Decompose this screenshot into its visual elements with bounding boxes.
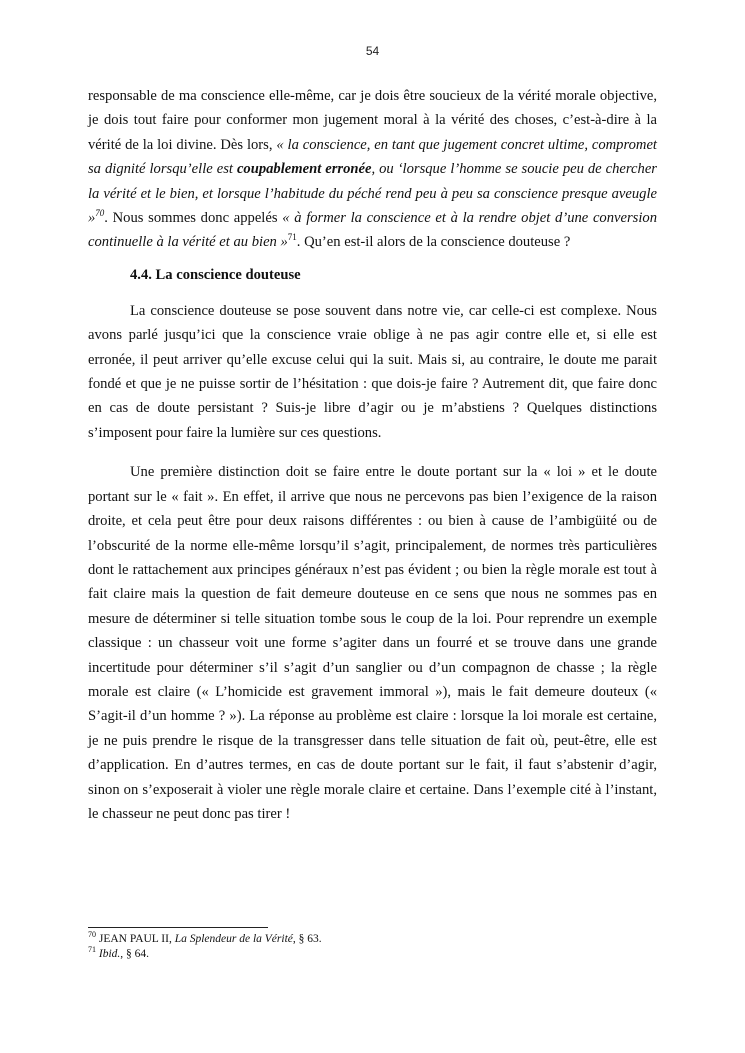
paragraph-2: La conscience douteuse se pose souvent dans notre vie, car celle-ci est complexe. Nous avons parlé jusqu’ici que la conscience vraie oblige à ne pas agir contre elle et, si elle est erronée, il peut arriver qu’elle excuse celui qui la suit. Mais si, au contraire, le doute me parait fondé et que je ne puisse sortir de l’hésitation : que dois-je faire ? Autrement dit, que faire donc en cas de doute persistant ? Suis-je libre d’agir ou je m’abstiens ? Quelques distinctions s’imposent pour faire la lumière sur ces questions.: [88, 302, 657, 441]
footnote-section: , § 64.: [120, 948, 150, 960]
footnote-title: La Splendeur de la Vérité: [174, 933, 293, 945]
emphasis-coupablement-erronee: [237, 161, 372, 177]
paragraph-1-text-3: . Qu’en est-il alors de la conscience douteuse ?: [296, 234, 571, 251]
footnote-70: [88, 932, 657, 947]
footnote-number: 71: [88, 945, 96, 955]
page-number: 54: [365, 44, 380, 58]
quote-former-conscience: « à former la conscience et à la rendre objet d’une conversion continuelle à la vérité et au bien »: [88, 210, 657, 251]
footnote-ref-70: 70: [95, 208, 105, 219]
section-heading: 4.4. La conscience douteuse: [130, 266, 301, 283]
emphasis-bold: coupablement erronée: [236, 161, 372, 178]
footnotes: [88, 927, 657, 962]
footnote-section: , § 63.: [292, 933, 322, 945]
main-text: [88, 84, 657, 826]
footnote-ref-71: 71: [287, 232, 297, 243]
footnote-71: [88, 947, 657, 962]
quote-conscience: « la conscience, en tant que jugement concret ultime, compromet sa dignité lorsqu’elle est: [88, 136, 657, 178]
footnote-author: JEAN PAUL II,: [96, 933, 175, 945]
footnote-number: 70: [88, 930, 96, 940]
paragraph-3: Une première distinction doit se faire entre le doute portant sur la « loi » et le doute portant sur le « fait ». En effet, il arrive que nous ne percevons pas bien l’exigence de la raison droite, et cela peut être pour deux raisons différentes : ou bien à cause de l’ambigüité ou de l’obscurité de la norme elle-même lorsqu’il s’agit, principalement, de normes très particulières dont le rattachement aux principes généraux n’est pas évident ; ou bien la règle morale est tout à fait claire mais la question de fait demeure douteuse en ce sens que nous ne sommes pas en mesure de déterminer si telle situation tombe sous le coup de la loi. Pour reprendre un exemple classique : un chasseur voit une forme s’agiter dans un fourré et se trouve dans une grande incertitude pour déterminer s’il s’agit d’un sanglier ou d’un compagnon de chasse ; la règle morale est claire (« L’homicide est gravement immoral »), mais le fait demeure douteux (« S’agit-il d’un homme ? »). La réponse au problème est claire : lorsque la loi morale est certaine, je ne puis prendre le risque de la transgresser dans telle situation de fait où, peut-être, elle est d’application. En d’autres termes, en cas de doute portant sur le fait, il faut s’abstenir d’agir, sinon on s’exposerait à violer une règle morale claire et certaine. Dans l’exemple cité à l’instant, le chasseur ne peut donc pas tirer !: [88, 464, 657, 822]
paragraph-1: [88, 84, 657, 255]
paragraph-1-text-2: . Nous sommes donc appelés: [104, 210, 283, 227]
paragraph-1-text: responsable de ma conscience elle-même, car je dois être soucieux de la vérité morale objective, je dois tout faire pour conformer mon jugement moral à la vérité des choses, c’est-à-dire à la vérité de la loi divine. Dès lors,: [88, 88, 657, 153]
footnote-title: Ibid.: [98, 948, 121, 960]
footnote-divider: [88, 927, 268, 928]
quote-conscience-cont: , ou ‘lorsque l’homme se soucie peu de chercher la vérité et le bien, et lorsque l’habitude du péché rend peu à peu sa conscience presque aveugle »: [88, 161, 657, 227]
